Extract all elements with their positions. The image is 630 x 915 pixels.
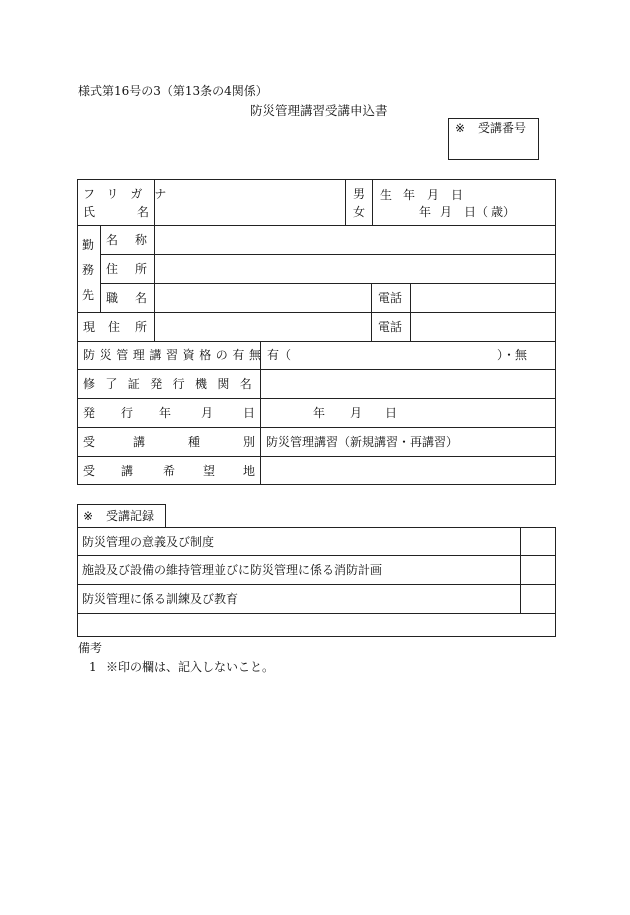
issue-month-unit: 月 [350, 406, 363, 420]
birth-label-2: 年 [403, 188, 416, 202]
reception-label: 受講番号 [478, 121, 527, 135]
gender-female[interactable]: 女 [353, 205, 366, 219]
workplace-position-label-2: 名 [135, 291, 148, 305]
birth-label-4: 日 [451, 188, 464, 202]
preferred-location-label-5: 地 [243, 464, 256, 478]
reception-mark: ※ [455, 121, 466, 135]
current-phone-label: 電話 [378, 320, 403, 334]
issue-date-label-5: 日 [243, 406, 256, 420]
workplace-name-label-2: 称 [135, 233, 148, 247]
name-field[interactable] [156, 198, 344, 224]
course-type-value[interactable]: 防災管理講習（新規講習・再講習） [266, 435, 459, 449]
issue-date-label-2: 行 [121, 406, 134, 420]
workplace-phone-label: 電話 [378, 291, 403, 305]
course-type-label-2: 講 [133, 435, 146, 449]
qualification-yes[interactable]: 有（ [267, 348, 292, 362]
qualification-detail-field[interactable] [290, 343, 495, 367]
workplace-position-label-1: 職 [106, 291, 119, 305]
record-item-2: 施設及び設備の維持管理並びに防災管理に係る消防計画 [82, 563, 383, 577]
current-phone-field[interactable] [412, 314, 554, 340]
issue-day-unit: 日 [385, 406, 398, 420]
birth-year-unit: 年 [419, 205, 432, 219]
record-check-2[interactable] [522, 557, 554, 583]
issue-year-unit: 年 [313, 406, 326, 420]
furigana-label-text: フリガナ [83, 187, 179, 201]
course-type-label-4: 別 [243, 435, 256, 449]
workplace-name-label-1: 名 [106, 233, 119, 247]
form-reference: 様式第16号の3（第13条の4関係） [78, 84, 268, 98]
reception-number-field[interactable] [450, 138, 537, 158]
workplace-label-2: 務 [82, 263, 95, 277]
workplace-phone-field[interactable] [412, 285, 554, 311]
current-address-field[interactable] [156, 314, 370, 340]
notes-heading: 備考 [78, 641, 103, 655]
workplace-label-1: 勤 [82, 238, 95, 252]
issue-date-label-4: 月 [201, 406, 214, 420]
birth-day-unit: 日（ [464, 205, 489, 219]
qualification-label: 防災管理講習資格の有無 [83, 348, 266, 362]
current-address-label-3: 所 [135, 320, 148, 334]
note-text: ※印の欄は、記入しないこと。 [106, 660, 275, 674]
preferred-location-field[interactable] [262, 458, 554, 484]
record-item-3: 防災管理に係る訓練及び教育 [82, 592, 239, 606]
certificate-issuer-field[interactable] [262, 371, 554, 397]
record-item-1: 防災管理の意義及び制度 [82, 535, 215, 549]
workplace-label-3: 先 [82, 288, 95, 302]
workplace-address-label-2: 所 [135, 262, 148, 276]
age-unit: 歳） [491, 205, 516, 219]
birth-month-unit: 月 [440, 205, 453, 219]
qualification-no[interactable]: ）・無 [497, 348, 528, 362]
issue-date-label-3: 年 [159, 406, 172, 420]
workplace-address-label-1: 住 [106, 262, 119, 276]
current-address-label-1: 現 [83, 320, 96, 334]
record-mark: ※ [83, 509, 94, 523]
birth-label-3: 月 [427, 188, 440, 202]
course-type-label-3: 種 [188, 435, 201, 449]
record-title: 受講記録 [106, 509, 155, 523]
issue-date-label-1: 発 [83, 406, 96, 420]
form-title: 防災管理講習受講申込書 [250, 103, 388, 118]
record-check-1[interactable] [522, 529, 554, 554]
record-extra-row[interactable] [79, 615, 554, 635]
workplace-position-field[interactable] [156, 285, 370, 311]
note-number: 1 [89, 660, 97, 674]
name-label: 氏名 [83, 205, 192, 219]
preferred-location-label-3: 希 [163, 464, 176, 478]
preferred-location-label-1: 受 [83, 464, 96, 478]
workplace-name-field[interactable] [156, 227, 554, 253]
preferred-location-label-4: 望 [203, 464, 216, 478]
preferred-location-label-2: 講 [121, 464, 134, 478]
birthdate-field[interactable] [374, 181, 554, 224]
certificate-issuer-label: 修了証発行機関名 [83, 377, 263, 391]
current-address-label-2: 住 [108, 320, 121, 334]
issue-date-field[interactable] [262, 400, 554, 426]
furigana-field[interactable] [156, 181, 344, 196]
gender-male[interactable]: 男 [353, 187, 366, 201]
course-type-label-1: 受 [83, 435, 96, 449]
record-check-3[interactable] [522, 586, 554, 612]
workplace-address-field[interactable] [156, 256, 554, 282]
birth-label-1: 生 [380, 188, 393, 202]
